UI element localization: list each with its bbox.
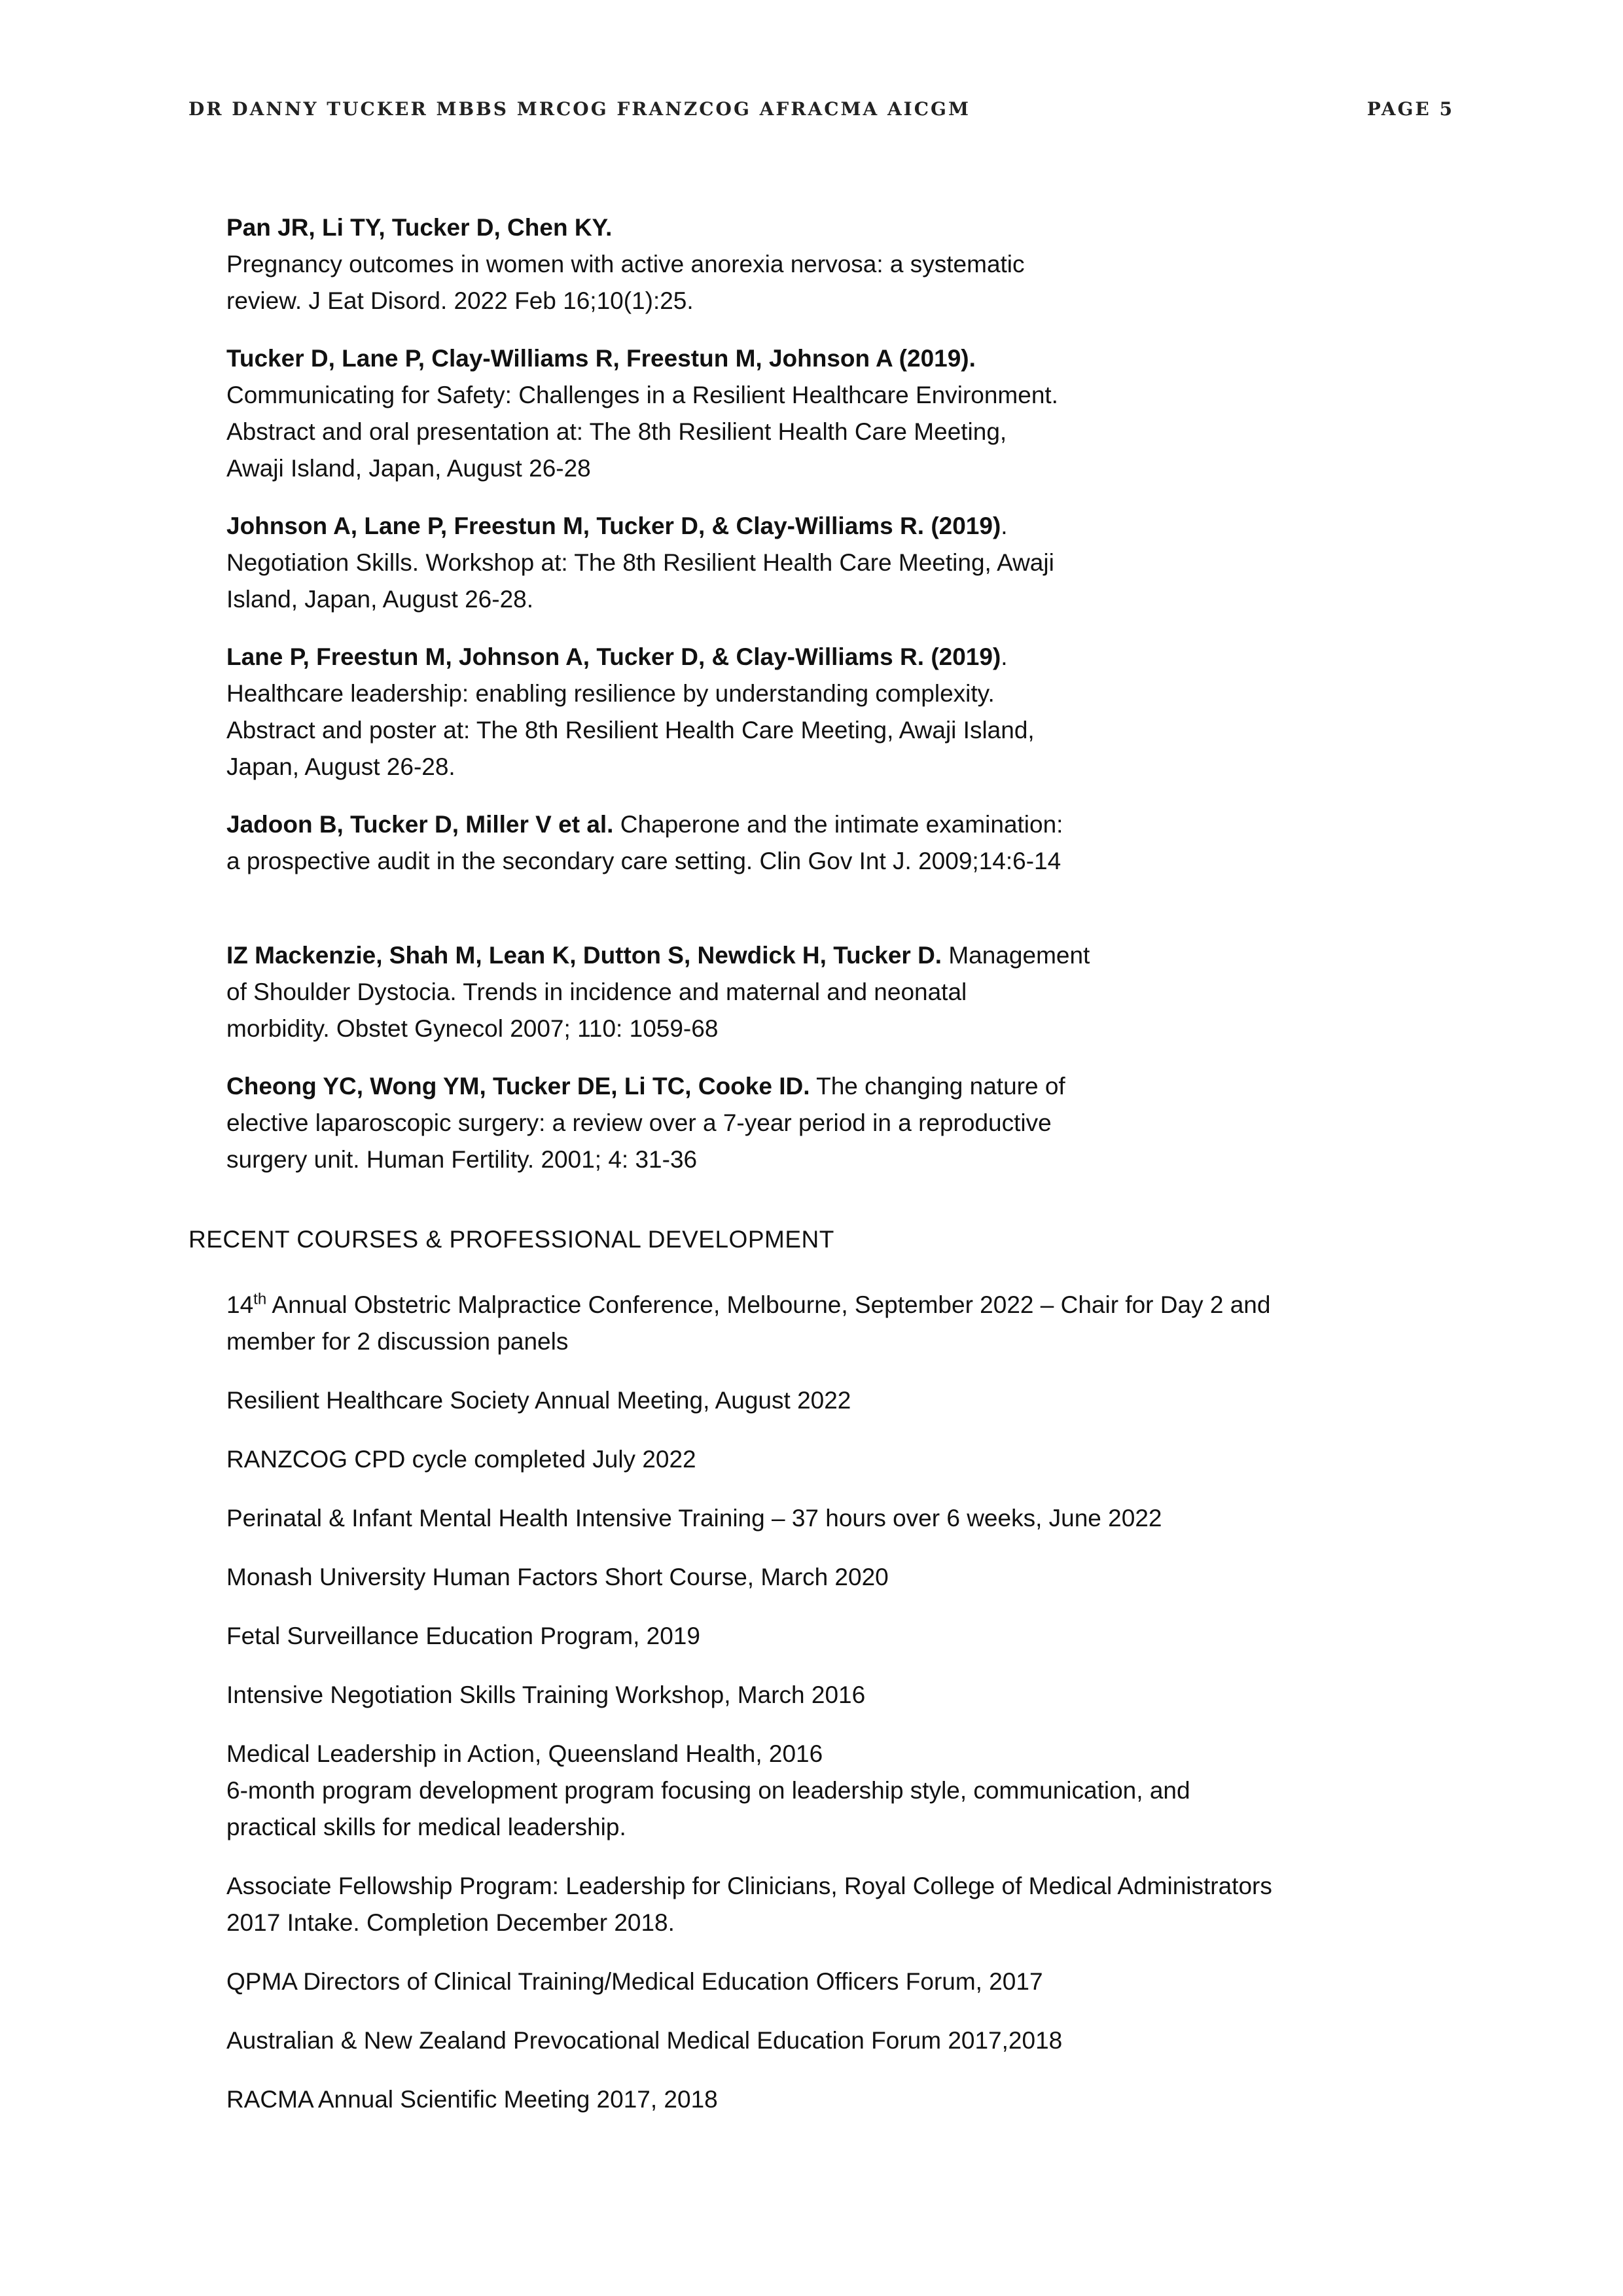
publication-text: The changing nature of [810,1073,1065,1100]
publication-entry [226,508,1116,618]
publication-text: Communicating for Safety: Challenges in a Resilient Healthcare Environment. [226,382,1058,408]
course-text: 2017 Intake. Completion December 2018. [226,1909,675,1936]
course-text: RANZCOG CPD cycle completed July 2022 [226,1446,696,1473]
publication-text: Abstract and oral presentation at: The 8th Resilient Health Care Meeting, [226,418,1007,445]
publication-text: review. J Eat Disord. 2022 Feb 16;10(1):25. [226,287,694,314]
publication-authors: IZ Mackenzie, Shah M, Lean K, Dutton S, Newdick H, Tucker D. [226,942,942,969]
publication-text: surgery unit. Human Fertility. 2001; 4: 31-36 [226,1146,698,1173]
author-name-header: DR DANNY TUCKER MBBS MRCOG FRANZCOG AFRACMA AICGM [188,98,971,120]
page-number: PAGE 5 [1366,98,1454,120]
course-text: Monash University Human Factors Short Course, March 2020 [226,1564,889,1590]
course-text: Associate Fellowship Program: Leadership for Clinicians, Royal College of Medical Administrators [226,1873,1272,1899]
publication-entry [226,639,1116,785]
publication-authors: Jadoon B, Tucker D, Miller V et al. [226,811,614,838]
publication-text: Abstract and poster at: The 8th Resilient Health Care Meeting, Awaji Island, [226,717,1035,744]
punctuation: . [1001,643,1008,670]
course-entry [226,1736,1352,1846]
publication-entry [226,937,1116,1047]
publication-text: Awaji Island, Japan, August 26-28 [226,455,591,482]
course-entry [226,1382,1352,1419]
publication-text: Island, Japan, August 26-28. [226,586,534,613]
publication-text: morbidity. Obstet Gynecol 2007; 110: 1059-68 [226,1015,719,1042]
publication-text: Healthcare leadership: enabling resilience by understanding complexity. [226,680,995,707]
publication-authors: Cheong YC, Wong YM, Tucker DE, Li TC, Cooke ID. [226,1073,810,1100]
courses-list [226,1287,1352,2118]
course-text: member for 2 discussion panels [226,1328,569,1355]
publication-text: Management [942,942,1090,969]
course-entry [226,1287,1352,1360]
publications-list [226,209,1116,1178]
course-text: Intensive Negotiation Skills Training Workshop, March 2016 [226,1681,866,1708]
course-entry [226,1559,1352,1596]
punctuation: . [1001,512,1008,539]
publication-entry [226,340,1116,487]
course-text: Australian & New Zealand Prevocational Medical Education Forum 2017,2018 [226,2027,1063,2054]
publication-text: Chaperone and the intimate examination: [613,811,1063,838]
publication-entry [226,209,1116,319]
course-entry [226,1868,1352,1941]
publication-text: a prospective audit in the secondary care setting. Clin Gov Int J. 2009;14:6-14 [226,848,1061,874]
course-text: Medical Leadership in Action, Queensland Health, 2016 [226,1740,823,1767]
course-entry [226,1964,1352,2000]
publication-text: elective laparoscopic surgery: a review over a 7-year period in a reproductive [226,1109,1052,1136]
course-text: Resilient Healthcare Society Annual Meeting, August 2022 [226,1387,851,1414]
course-entry [226,1618,1352,1655]
publication-authors: Tucker D, Lane P, Clay-Williams R, Freestun M, Johnson A (2019). [226,345,976,372]
ordinal-suffix: th [253,1290,267,1308]
course-text: Fetal Surveillance Education Program, 2019 [226,1623,700,1649]
course-text: QPMA Directors of Clinical Training/Medical Education Officers Forum, 2017 [226,1968,1043,1995]
course-text: Annual Obstetric Malpractice Conference, Melbourne, September 2022 – Chair for Day 2 and [266,1291,1271,1318]
publication-entry [226,1068,1116,1178]
publication-text: Japan, August 26-28. [226,753,455,780]
publication-authors: Pan JR, Li TY, Tucker D, Chen KY. [226,214,613,241]
publication-text: Negotiation Skills. Workshop at: The 8th Resilient Health Care Meeting, Awaji [226,549,1054,576]
section-heading-courses: RECENT COURSES & PROFESSIONAL DEVELOPMENT [188,1226,834,1253]
course-text: practical skills for medical leadership. [226,1814,626,1840]
publication-text: Pregnancy outcomes in women with active anorexia nervosa: a systematic [226,251,1025,278]
course-entry [226,1441,1352,1478]
course-text: RACMA Annual Scientific Meeting 2017, 2018 [226,2086,718,2113]
publication-entry [226,806,1116,880]
publication-text: of Shoulder Dystocia. Trends in incidence and maternal and neonatal [226,978,967,1005]
course-entry [226,1500,1352,1537]
course-entry [226,1677,1352,1713]
course-text: 6-month program development program focusing on leadership style, communication, and [226,1777,1190,1804]
page-header [188,98,1454,120]
course-entry [226,2081,1352,2118]
publication-authors: Johnson A, Lane P, Freestun M, Tucker D, & Clay-Williams R. (2019) [226,512,1001,539]
course-text: 14 [226,1291,254,1318]
publication-authors: Lane P, Freestun M, Johnson A, Tucker D, & Clay-Williams R. (2019) [226,643,1001,670]
course-text: Perinatal & Infant Mental Health Intensive Training – 37 hours over 6 weeks, June 2022 [226,1505,1162,1532]
course-entry [226,2022,1352,2059]
